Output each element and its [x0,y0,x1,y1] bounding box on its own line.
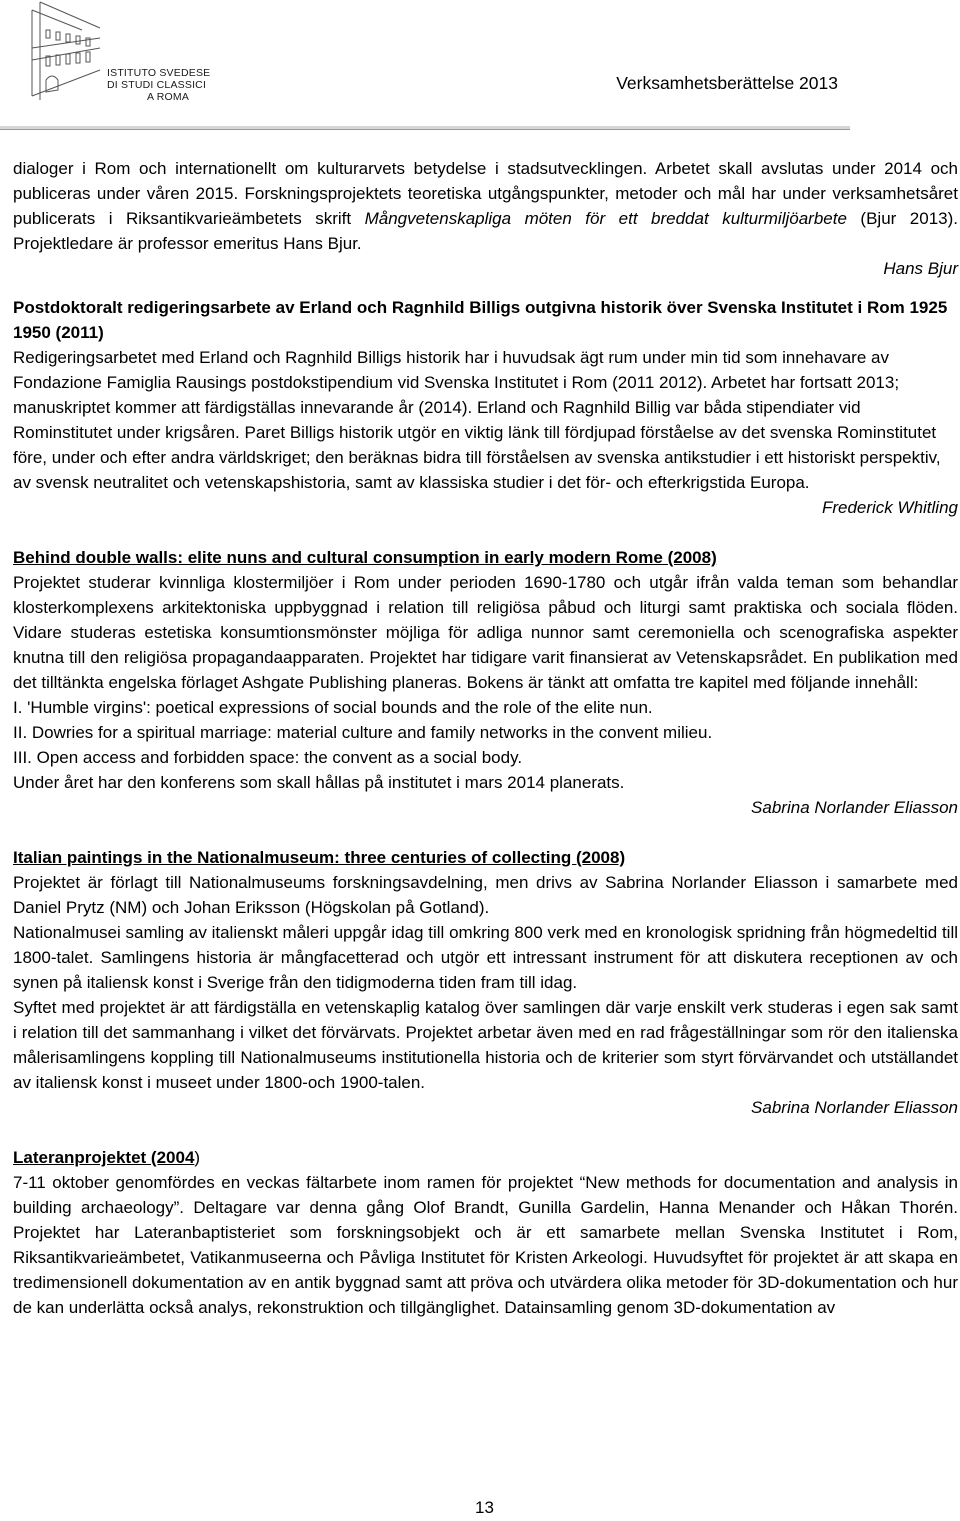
intro-paragraph [13,156,958,256]
section-paragraph: Projektet studerar kvinnliga klostermiljöer i Rom under perioden 1690-1780 och utgår ifrån valda teman som behandlar klosterkomplexens arkitektoniska uppbyggnad i relation till religiösa påbud och liturgi samt praktiska och sociala flöden. Vidare studeras estetiska konsumtionsmönster möjliga för adliga nunnor samt ceremoniella och scenografiska aspekter knutna till den religiösa propagandaapparaten. Projektet har tidigare varit finansierat av Vetenskapsrådet. En publikation med det tilltänkta engelska förlaget Ashgate Publishing planeras. Bokens är tänkt att omfatta tre kapitel med följande innehåll: [13,573,958,692]
section-paragraph: Nationalmusei samling av italienskt måleri uppgår idag till omkring 800 verk med en kronologisk spridning från högmedeltid till 1800-talet. Samlingens historia är mångfacetterad och utgör ett intressant instrument för att diskutera receptionen av och synen på italiensk konst i Sverige från den tidigmoderna tiden fram till idag. [13,923,958,992]
institute-logo [22,0,222,108]
section-heading-billig: Postdoktoralt redigeringsarbete av Erland och Ragnhild Billigs outgivna historik över Svenska Institutet i Rom 1925 1950 (2011) [13,298,948,342]
chapter-line: II. Dowries for a spiritual marriage: material culture and family networks in the convent milieu. [13,723,713,742]
section-paragraph: Redigeringsarbetet med Erland och Ragnhild Billigs historik har i huvudsak ägt rum under min tid som innehavare av Fondazione Famiglia Rausings postdokstipendium vid Svenska Institutet i Rom (2011 2012). Arbetet har fortsatt 2013; manuskriptet kommer att färdigställas innevarande år (2014). Erland och Ragnhild Billig var båda stipendiater vid Rominstitutet under krigsåren. Paret Billigs historik utgör en viktig länk till fördjupad förståelse av det svenska Rominstitutet före, under och efter andra världskriget; den beräknas bidra till förståelsen av svenska antikstudier i ett historiskt perspektiv, av svensk neutralitet och vetenskapshistoria, samt av klassiska studier i det för- och efterkrigstida Europa. [13,348,941,492]
intro-text-b: (Bjur 2013). Projektledare är professor emeritus Hans Bjur. [13,209,959,253]
section-signature: Sabrina Norlander Eliasson [751,1098,958,1117]
report-title: Verksamhetsberättelse 2013 [616,73,838,93]
page-header [0,0,960,136]
logo-text-line-3: A ROMA [147,91,190,103]
section-paragraph: Projektet är förlagt till Nationalmuseums forskningsavdelning, men drivs av Sabrina Norlander Eliasson i samarbete med Daniel Prytz (NM) och Johan Eriksson (Högskolan på Gotland). [13,873,958,917]
lateran-heading-tail: ) [194,1148,201,1167]
page-body [13,156,958,1320]
section-heading-double-walls: Behind double walls: elite nuns and cultural consumption in early modern Rome (2008) [13,548,717,567]
chapter-line: III. Open access and forbidden space: the convent as a social body. [13,748,523,767]
logo-text-line-2: DI STUDI CLASSICI [107,79,207,91]
section-heading-italian-paintings: Italian paintings in the Nationalmuseum: three centuries of collecting (2008) [13,848,626,867]
page-number: 13 [475,1498,494,1517]
section-paragraph: Syftet med projektet är att färdigställa en vetenskaplig katalog över samlingen där varje enskilt verk studeras i egen sak samt i relation till det sammanhang i vilket det förvärvats. Projektet arbetar även med en rad frågeställningar som rör den italienska målerisamlingens koppling till Nationalmuseums institutionella historia och de kriterier som styrt förvärvandet och utställandet av italiensk konst i museet under 1800-och 1900-talen. [13,998,958,1092]
section-heading-lateran [13,1145,958,1170]
lateran-heading-text: Lateranprojektet (2004 [13,1148,195,1167]
logo-text-line-1: ISTITUTO SVEDESE [107,67,211,79]
intro-signature: Hans Bjur [883,259,958,278]
palazzo-logo-icon [22,0,106,108]
header-divider [0,126,850,129]
intro-publication-title: Mångvetenskapliga möten för ett breddat kulturmiljöarbete [364,209,847,228]
section-signature: Frederick Whitling [821,498,958,517]
section-signature: Sabrina Norlander Eliasson [751,798,958,817]
section-paragraph: 7-11 oktober genomfördes en veckas fältarbete inom ramen för projektet “New methods for documentation and analysis in building archaeology”. Deltagare var denna gång Olof Brandt, Gunilla Gardelin, Hanna Menander och Håkan Thorén. Projektet har Lateranbaptisteriet som forskningsobjekt och är ett samarbete mellan Svenska Institutet i Rom, Riksantikvarieämbetet, Vatikanmuseerna och Påvliga Institutet för Kristen Arkeologi. Huvudsyftet för projektet är att skapa en tredimensionell dokumentation av en antik byggnad samt att pröva och utvärdera olika metoder för 3D-dokumentation och hur de kan underlätta också analys, rekonstruktion och tillgänglighet. Datainsamling genom 3D-dokumentation av [13,1173,958,1317]
intro-text-a: dialoger i Rom och internationellt om kulturarvets betydelse i stadsutvecklingen. Arbetet skall avslutas under 2014 och publiceras under våren 2015. Forskningsprojektets teoretiska utgångspunkter, metoder och mål har under verksamhetsåret publicerats i Riksantikvarieämbetets skrift [13,159,958,228]
chapter-line: I. 'Humble virgins': poetical expressions of social bounds and the role of the elite nun. [13,698,653,717]
section-paragraph: Under året har den konferens som skall hållas på institutet i mars 2014 planerats. [13,773,625,792]
